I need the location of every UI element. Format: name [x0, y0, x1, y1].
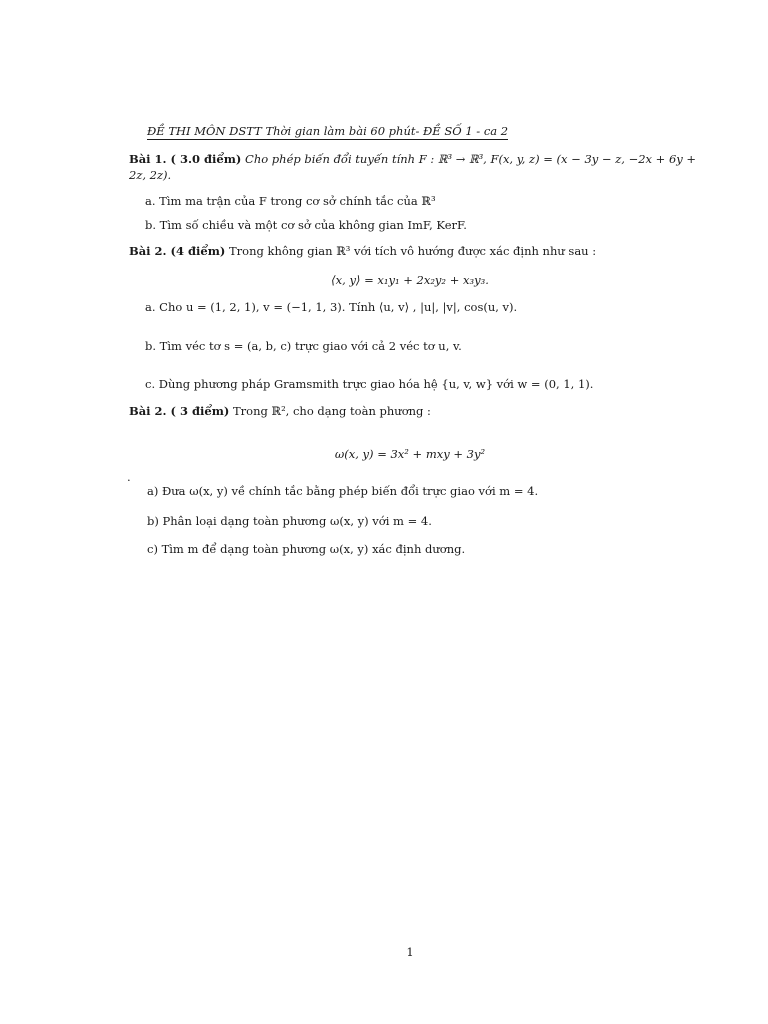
problem-1-heading: Bài 1. ( 3.0 điểm) [129, 152, 242, 166]
problem-1-text-cont: 2z, 2z). [129, 168, 172, 182]
problem-1-intro [129, 152, 696, 166]
quadratic-form-equation: ω(x, y) = 3x² + mxy + 3y² [334, 447, 486, 461]
problem-3-heading: Bài 2. ( 3 điểm) [129, 404, 230, 418]
problem-3-intro [129, 404, 431, 418]
problem-2-intro [129, 244, 596, 258]
stray-dot: . [127, 470, 131, 484]
problem-3-text: Trong ℝ², cho dạng toàn phương : [233, 404, 431, 418]
problem-1-text: Cho phép biến đổi tuyến tính F : ℝ³ → ℝ³, F(x, y, z) = (x − 3y − z, −2x + 6y + [245, 152, 697, 166]
problem-2-heading: Bài 2. (4 điểm) [129, 244, 226, 258]
inner-product-equation: ⟨x, y⟩ = x₁y₁ + 2x₂y₂ + x₃y₃. [331, 273, 489, 287]
exam-title: ĐỀ THI MÔN DSTT Thời gian làm bài 60 phút- ĐỀ SỐ 1 - ca 2 [147, 124, 509, 138]
problem-2-item-b: b. Tìm véc tơ s = (a, b, c) trực giao với cả 2 véc tơ u, v. [145, 339, 462, 353]
problem-2-item-c: c. Dùng phương pháp Gramsmith trực giao hóa hệ {u, v, w} với w = (0, 1, 1). [145, 377, 594, 391]
problem-3-item-b: b) Phân loại dạng toàn phương ω(x, y) với m = 4. [147, 514, 432, 528]
problem-3-item-c: c) Tìm m để dạng toàn phương ω(x, y) xác định dương. [147, 542, 466, 556]
problem-2-item-a: a. Cho u = (1, 2, 1), v = (−1, 1, 3). Tính ⟨u, v⟩ , |u|, |v|, cos(u, v). [145, 300, 518, 314]
problem-1-item-b: b. Tìm số chiều và một cơ sở của không gian ImF, KerF. [145, 218, 467, 232]
problem-2-text: Trong không gian ℝ³ với tích vô hướng được xác định như sau : [229, 244, 597, 258]
problem-3-item-a: a) Đưa ω(x, y) về chính tắc bằng phép biến đổi trực giao với m = 4. [147, 484, 539, 498]
problem-1-item-a: a. Tìm ma trận của F trong cơ sở chính tắc của ℝ³ [145, 194, 436, 208]
page-number: 1 [406, 945, 414, 959]
